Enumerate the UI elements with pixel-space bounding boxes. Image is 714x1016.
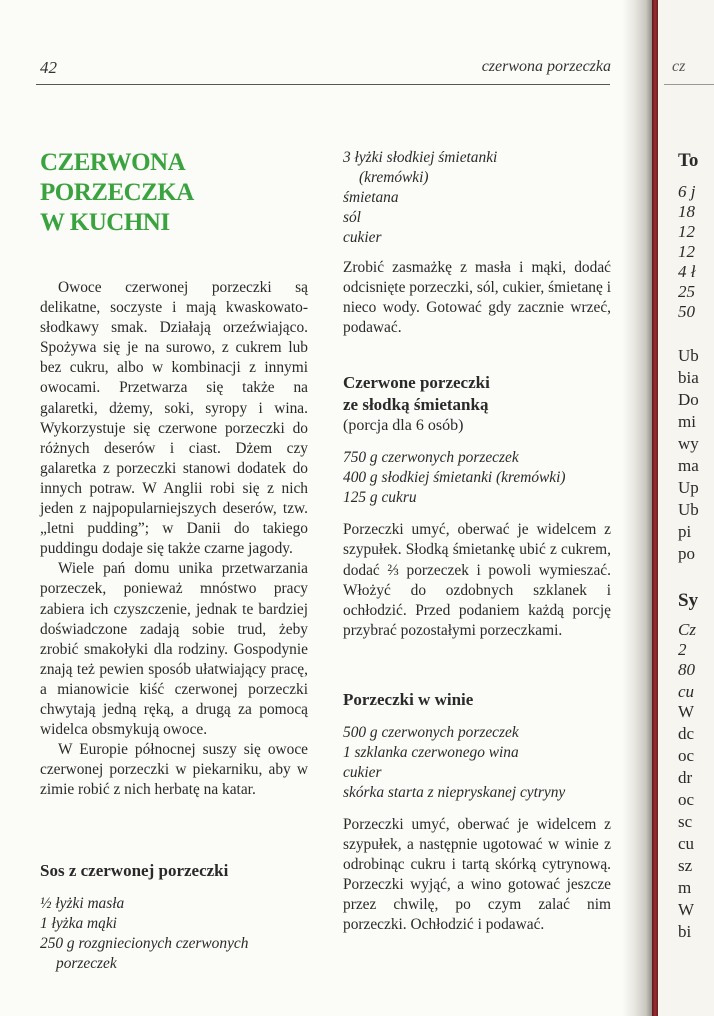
ingredient: 3 łyżki słodkiej śmietanki: [343, 149, 498, 166]
next-page-fragment: bi: [678, 922, 692, 941]
recipe-title-porzeczki-smietanka-2: ze słodką śmietanką: [343, 395, 489, 415]
running-title: czerwona porzeczka: [481, 58, 611, 75]
recipe-sos-instructions: Zrobić zasmażkę z masła i mąki, dodać odcisnięte porzeczki, sól, cukier, śmietanę i nieco wody. Gotować gdy zacznie wrzeć, podawać.: [343, 259, 611, 337]
page-number: 42: [40, 58, 57, 77]
next-page-fragment: W: [678, 702, 695, 721]
next-page-fragment: 25: [678, 282, 695, 301]
chapter-title-line-1: CZERWONA PORZECZKA: [40, 149, 194, 206]
recipe-sos-ingredients-continued: [343, 148, 611, 248]
ingredient: 750 g czerwonych porzeczek: [343, 449, 519, 467]
next-page-fragment: Cz: [678, 620, 696, 639]
recipe-wino-instructions: Porzeczki umyć, oberwać je widelcem z szypułek, a następnie ugotować w winie z odrobinąc cukru i tartą skórką cytrynową. Porzeczki wyjąć, a wino gotować jeszcze przez chwilę, po czym zalać nim porzeczki. Ochłodzić i podawać.: [343, 815, 611, 934]
next-page-fragment: pi: [678, 522, 692, 541]
recipe-smietanka-instructions: Porzeczki umyć, oberwać je widelcem z szypułek. Słodką śmietankę ubić z cukrem, dodać ⅔ porzeczek i powoli wymieszać. Włożyć do ozdobnych szklanek i ochłodzić. Przed podaniem każdą porcję przybrać pozostałymi porzeczkami.: [343, 521, 611, 639]
recipe-servings: (porcja dla 6 osób): [343, 417, 464, 435]
ingredient: 400 g słodkiej śmietanki (kremówki): [343, 469, 566, 487]
intro-paragraph-2: Wiele pań domu unika przetwarzania porzeczek, ponieważ mnóstwo pracy zabiera ich czyszczenie, jednak te bardziej doświadczone zadają sobie trud, żeby zrobić smakołyki dla rodziny. Gospodynie znają też pewien sposób ułatwiający pracę, a mianowicie kiść czerwonej porzeczki chwytają jedną ręką, a drugą za pomocą widelca obsmykują owoce.: [40, 560, 308, 739]
recipe-smietanka-ingredients: [343, 448, 611, 508]
next-page-fragment: 4 ł: [678, 262, 696, 281]
next-page-fragment: 2: [678, 640, 687, 659]
next-page-fragment: 50: [678, 302, 695, 321]
next-page-fragment: po: [678, 544, 695, 563]
next-page-header-rule: [664, 84, 714, 85]
next-page-fragment: 6 j: [678, 182, 696, 201]
next-page-fragment: dc: [678, 724, 695, 743]
page-gutter-shadow: [622, 0, 652, 1016]
ingredient: śmietana: [343, 189, 399, 206]
ingredient: 1 szklanka czerwonego wina: [343, 743, 519, 761]
next-page-fragment: Ub: [678, 500, 699, 519]
chapter-title-line-2: W KUCHNI: [40, 209, 170, 236]
ingredient: cukier: [343, 229, 382, 246]
next-page-fragment: Ub: [678, 346, 699, 365]
next-page-fragment: mi: [678, 412, 696, 431]
chapter-title: [40, 148, 308, 238]
ingredient: ½ łyżki masła: [40, 895, 125, 913]
right-column: [343, 148, 611, 936]
next-page-fragment: To: [678, 150, 699, 171]
next-page-fragment: m: [678, 878, 692, 897]
header-rule: [36, 84, 610, 85]
intro-paragraph-3: W Europie północnej suszy się owoce czerwonej porzeczki w piekarniku, aby w zimie robić z nich herbatę na katar.: [40, 741, 308, 799]
recipe-title-sos: Sos z czerwonej porzeczki: [40, 861, 229, 881]
next-page-fragment: Do: [678, 390, 699, 409]
next-page-fragment: wy: [678, 434, 699, 453]
next-page-fragment: 12: [678, 222, 695, 241]
ingredient: (kremówki): [359, 169, 429, 186]
ingredient: 500 g czerwonych porzeczek: [343, 723, 519, 741]
ingredient: porzeczek: [56, 955, 117, 973]
next-page-fragment: ma: [678, 456, 699, 475]
left-column: [40, 148, 308, 974]
next-page-fragment: Up: [678, 478, 699, 497]
next-page-fragment: sc: [678, 812, 693, 831]
next-page-fragment: cu: [678, 682, 695, 701]
next-page-fragment: 12: [678, 242, 695, 261]
next-page-fragment: oc: [678, 746, 695, 765]
recipe-title-porzeczki-smietanka-1: Czerwone porzeczki: [343, 373, 490, 393]
next-page-running-title: cz: [672, 58, 686, 75]
next-page-fragment: dr: [678, 768, 693, 787]
recipe-title-porzeczki-w-winie: Porzeczki w winie: [343, 689, 474, 709]
ingredient: 1 łyżka mąki: [40, 915, 117, 933]
recipe-wino-ingredients: [343, 723, 611, 803]
next-page-fragment: bia: [678, 368, 699, 387]
ingredient: cukier: [343, 763, 382, 781]
next-page-fragment: Sy: [678, 590, 699, 611]
intro-paragraph-1: Owoce czerwonej porzeczki są delikatne, soczyste i mają kwaskowato-słodkawy smak. Działają orzeźwiająco. Spożywa się je na surowo, z cukrem lub bez cukru, albo w kombinacji z innymi owocami. Przetwarza się także na galaretki, dżemy, soki, syropy i wina. Wykorzystuje się czerwone porzeczki do różnych deserów i ciast. Dżem czy galaretka z porzeczki stanowi dodatek do innych potraw. W Anglii robi się z nich jeden z najpopularniejszych deserów, tzw. „letni pudding”; w Danii do takiego puddingu dodaje się także czarne jagody.: [40, 279, 308, 558]
ingredient: sól: [343, 209, 361, 226]
next-page-fragment: cu: [678, 834, 695, 853]
next-page-fragment: sz: [678, 856, 693, 875]
ingredient: skórka starta z niepryskanej cytryny: [343, 783, 566, 801]
ingredient: 250 g rozgniecionych czerwonych: [40, 935, 249, 953]
next-page-fragment: 80: [678, 660, 695, 679]
next-page-fragment: oc: [678, 790, 695, 809]
next-page-fragment: 18: [678, 202, 695, 221]
recipe-sos-ingredients: [40, 894, 308, 974]
ingredient: 125 g cukru: [343, 489, 417, 507]
next-page-fragment: W: [678, 900, 695, 919]
book-binding: [652, 0, 658, 1016]
